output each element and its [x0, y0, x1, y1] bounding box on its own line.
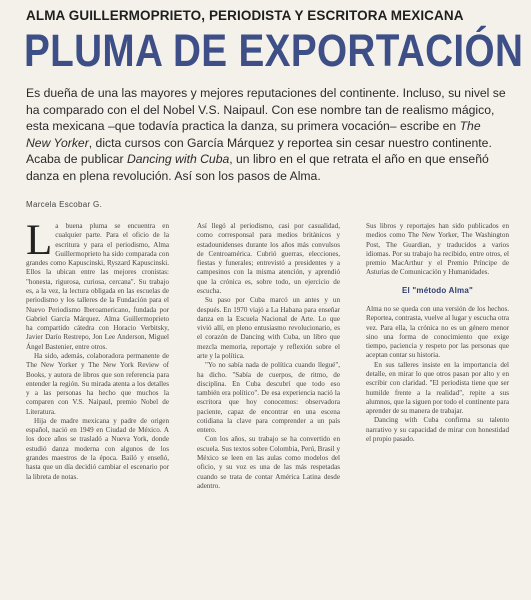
article-headline: PLUMA DE EXPORTACIÓN [24, 25, 524, 76]
body-paragraph: Dancing with Cuba confirma su talento narrativo y su capacidad de mirar con honestidad el propio pasado. [366, 416, 509, 443]
body-paragraph: Ha sido, además, colaboradora permanente de The New Yorker y The New York Review of Books, y autora de libros que son referencia para entender la región. Su mirada atenta a los detalles y a las personas ha hecho que muchos la comparen con V.S. Naipaul, premio Nobel de Literatura. [26, 351, 169, 416]
body-paragraph: Sus libros y reportajes han sido publicados en medios como The New Yorker, The Washington Post, The Guardian, y traducidos a varios idiomas. Por su trabajo ha recibido, entre otros, el premio MacArthur y el Premio Príncipe de Asturias de Comunicación y Humanidades. [366, 222, 509, 277]
deck-text-3: , un libro en el que retrata el año en que enseñó danza en plena revolución. Así son los pasos de Alma. [26, 152, 489, 183]
body-paragraph: a buena pluma se encuentra en cualquier parte. Para el oficio de la escritura y para el periodismo, Alma Guillermoprieto ha sido comparada con grandes como Kapuscinski, Ryszard Kapuscinski. Ellos la ubican entre las mejores cronistas: "honesta, rigurosa, curiosa, cercana". Su trabajo es, a la vez, la lectura obligada en las escuelas de periodismo y los talleres de la Fundación para el Nuevo Periodismo Iberoamericano, fundada por Gabriel García Márquez. Alma Guillermoprieto ha compartido cátedra con Horacio Verbitsky, Javier Darío Restrepo, Jon Lee Anderson, Miguel Ángel Bastenier, entre otros. [26, 222, 169, 351]
body-column-3 [366, 222, 509, 594]
body-column-2 [197, 222, 340, 594]
body-column-1 [26, 222, 169, 594]
deck-italic-1: The New Yorker [26, 119, 481, 150]
deck-text-2: , dicta cursos con García Márquez y reportea sin cesar nuestro continente. Acaba de publicar [26, 135, 492, 167]
body-paragraph: Con los años, su trabajo se ha convertido en escuela. Sus textos sobre Colombia, Perú, Brasil y México se leen en las aulas como modelos del oficio, y su voz es una de las más respetadas cuando se trata de contar América Latina desde adentro. [197, 435, 340, 490]
article-deck [26, 85, 508, 185]
body-paragraph: Hija de madre mexicana y padre de origen español, nació en 1949 en Ciudad de México. A los doce años se trasladó a Nueva York, donde estudió danza moderna con algunos de los grandes maestros de la época. Bailó y enseñó, hasta que un día decidió cambiar el escenario por la libreta de notas. [26, 416, 169, 481]
body-paragraph: Alma no se queda con una versión de los hechos. Reportea, contrasta, vuelve al lugar y escucha otra vez. Para ella, la crónica no es un género menor sino una forma de conocimiento que exige tiempo, paciencia y respeto por las personas que aceptan contar su historia. [366, 304, 509, 360]
body-paragraph: En sus talleres insiste en la importancia del detalle, en mirar lo que otros pasan por alto y en escribir con claridad. "El periodista tiene que ser humilde frente a la realidad", repite a sus alumnos, que la siguen por todo el continente para aprender de su manera de trabajar. [366, 360, 509, 416]
body-paragraph: Su paso por Cuba marcó un antes y un después. En 1970 viajó a La Habana para enseñar danza en la Escuela Nacional de Arte. Lo que vivió allí, en pleno entusiasmo revolucionario, es el corazón de Dancing with Cuba, un libro que mezcla memoria, reportaje y reflexión sobre el arte y la política. [197, 296, 340, 360]
body-paragraph: Así llegó al periodismo, casi por casualidad, como corresponsal para medios británicos y estadounidenses durante los años más convulsos de Centroamérica. Cubrió guerras, elecciones, fiestas y funerales; entrevistó a presidentes y a campesinos con la misma atención, y aprendió que la crónica es, sobre todo, un ejercicio de escucha. [197, 222, 340, 295]
article-kicker: ALMA GUILLERMOPRIETO, PERIODISTA Y ESCRITORA MEXICANA [26, 8, 464, 23]
drop-cap: L [26, 222, 53, 264]
section-subhead: El "método Alma" [402, 285, 473, 295]
article-byline: Marcela Escobar G. [26, 200, 103, 209]
deck-text-1: Es dueña de una las mayores y mejores reputaciones del continente. Incluso, su nivel se ha comparado con el del Nobel V.S. Naipaul. Con ese nombre tan de realismo mágico, esta mexicana –que todavía practica la danza, su primera vocación– escribe en [26, 86, 506, 134]
deck-italic-2: Dancing with Cuba [126, 152, 230, 167]
body-paragraph: "Yo no sabía nada de política cuando llegué", ha dicho. "Sabía de cuerpos, de ritmo, de disciplina. En Cuba descubrí que todo eso también era político". De esa experiencia nació la escritora que hoy conocemos: observadora paciente, capaz de encontrar en una escena cotidiana la clave para comprender a un país entero. [197, 361, 340, 435]
